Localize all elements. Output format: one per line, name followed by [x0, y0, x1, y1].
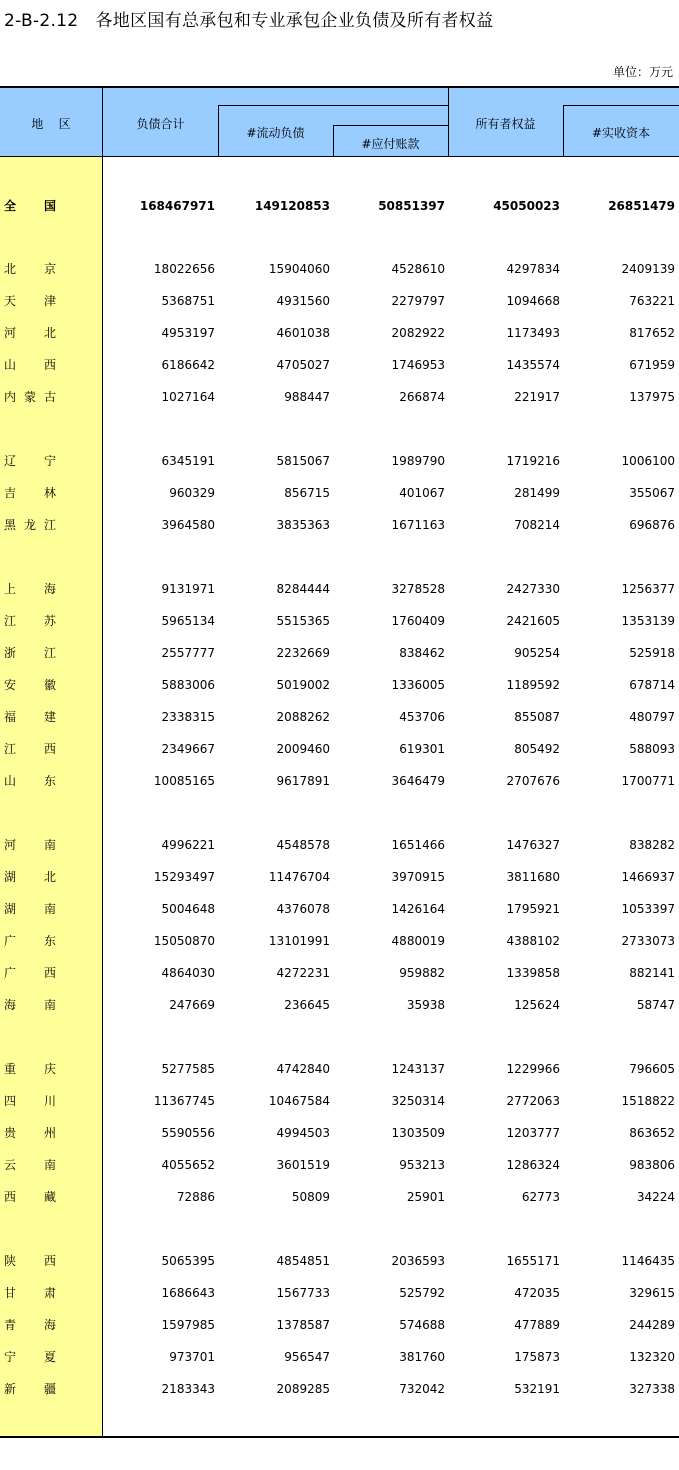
- value-cell: 3964580: [161, 518, 215, 532]
- value-cell: 525918: [629, 646, 675, 660]
- table-row: [0, 644, 679, 662]
- table-row: [0, 868, 679, 886]
- header-current-liabilities: #流动负债: [246, 126, 305, 140]
- value-cell: 855087: [514, 710, 560, 724]
- value-cell: 4953197: [161, 326, 215, 340]
- value-cell: 3970915: [391, 870, 445, 884]
- value-cell: 2232669: [276, 646, 330, 660]
- value-cell: 9617891: [276, 774, 330, 788]
- table-row: [0, 260, 679, 278]
- unit-label: 单位：万元: [612, 65, 673, 79]
- table-row: [0, 612, 679, 630]
- value-cell: 988447: [284, 390, 330, 404]
- value-cell: 973701: [169, 1350, 215, 1364]
- table-row-total: [0, 197, 679, 215]
- value-cell: 4388102: [506, 934, 560, 948]
- value-cell: 1466937: [621, 870, 675, 884]
- table-row: [0, 1124, 679, 1142]
- value-cell: 15050870: [153, 934, 215, 948]
- value-cell: 532191: [514, 1382, 560, 1396]
- value-cell: 838462: [399, 646, 445, 660]
- value-cell: 1286324: [506, 1158, 560, 1172]
- value-cell: 1426164: [391, 902, 445, 916]
- region-name: 内 蒙 古: [4, 390, 56, 404]
- region-name: 江 西: [4, 742, 56, 756]
- region-name: 西 藏: [4, 1190, 56, 1204]
- value-cell: 4994503: [276, 1126, 330, 1140]
- value-cell: 838282: [629, 838, 675, 852]
- value-cell: 236645: [284, 998, 330, 1012]
- value-cell: 221917: [514, 390, 560, 404]
- value-cell: 247669: [169, 998, 215, 1012]
- value-cell: 1053397: [621, 902, 675, 916]
- value-cell: 244289: [629, 1318, 675, 1332]
- table-row: [0, 356, 679, 374]
- region-name: 河 南: [4, 838, 56, 852]
- region-name: 安 徽: [4, 678, 56, 692]
- value-cell: 1353139: [621, 614, 675, 628]
- value-cell: 4996221: [161, 838, 215, 852]
- value-cell: 959882: [399, 966, 445, 980]
- value-cell: 805492: [514, 742, 560, 756]
- value-cell: 1760409: [391, 614, 445, 628]
- table-row: [0, 484, 679, 502]
- value-cell: 45050023: [493, 199, 560, 213]
- value-cell: 4528610: [391, 262, 445, 276]
- value-cell: 3646479: [391, 774, 445, 788]
- value-cell: 525792: [399, 1286, 445, 1300]
- header-region: 地 区: [31, 117, 71, 131]
- table-row: [0, 1156, 679, 1174]
- table-row: [0, 932, 679, 950]
- value-cell: 26851479: [608, 199, 675, 213]
- region-name: 浙 江: [4, 646, 56, 660]
- value-cell: 588093: [629, 742, 675, 756]
- value-cell: 4601038: [276, 326, 330, 340]
- value-cell: 10467584: [268, 1094, 330, 1108]
- value-cell: 696876: [629, 518, 675, 532]
- value-cell: 1700771: [621, 774, 675, 788]
- value-cell: 2409139: [621, 262, 675, 276]
- region-name: 吉 林: [4, 486, 56, 500]
- value-cell: 8284444: [276, 582, 330, 596]
- region-name: 四 川: [4, 1094, 56, 1108]
- value-cell: 882141: [629, 966, 675, 980]
- value-cell: 1655171: [506, 1254, 560, 1268]
- value-cell: 5590556: [161, 1126, 215, 1140]
- region-column-background: [0, 157, 102, 1436]
- value-cell: 50851397: [378, 199, 445, 213]
- value-cell: 2082922: [391, 326, 445, 340]
- value-cell: 1189592: [506, 678, 560, 692]
- header-total-liabilities: 负债合计: [136, 117, 185, 131]
- table-row: [0, 1284, 679, 1302]
- table-row: [0, 452, 679, 470]
- value-cell: 2279797: [391, 294, 445, 308]
- table-row: [0, 836, 679, 854]
- value-cell: 15904060: [268, 262, 330, 276]
- value-cell: 4931560: [276, 294, 330, 308]
- value-cell: 956547: [284, 1350, 330, 1364]
- value-cell: 619301: [399, 742, 445, 756]
- header-accounts-payable: #应付账款: [361, 137, 420, 151]
- region-name: 广 西: [4, 966, 56, 980]
- table-row: [0, 1060, 679, 1078]
- value-cell: 5965134: [161, 614, 215, 628]
- value-cell: 327338: [629, 1382, 675, 1396]
- value-cell: 1671163: [391, 518, 445, 532]
- value-cell: 1597985: [161, 1318, 215, 1332]
- value-cell: 4864030: [161, 966, 215, 980]
- value-cell: 480797: [629, 710, 675, 724]
- value-cell: 4880019: [391, 934, 445, 948]
- value-cell: 2349667: [161, 742, 215, 756]
- region-name: 湖 南: [4, 902, 56, 916]
- value-cell: 477889: [514, 1318, 560, 1332]
- value-cell: 2183343: [161, 1382, 215, 1396]
- value-cell: 2089285: [276, 1382, 330, 1396]
- value-cell: 1243137: [391, 1062, 445, 1076]
- region-name: 湖 北: [4, 870, 56, 884]
- value-cell: 1339858: [506, 966, 560, 980]
- value-cell: 281499: [514, 486, 560, 500]
- value-cell: 50809: [291, 1190, 330, 1204]
- table-row: [0, 1348, 679, 1366]
- value-cell: 5368751: [161, 294, 215, 308]
- value-cell: 1173493: [506, 326, 560, 340]
- value-cell: 1256377: [621, 582, 675, 596]
- value-cell: 2733073: [621, 934, 675, 948]
- value-cell: 149120853: [254, 199, 330, 213]
- value-cell: 1686643: [161, 1286, 215, 1300]
- value-cell: 11476704: [268, 870, 330, 884]
- value-cell: 5277585: [161, 1062, 215, 1076]
- table-row: [0, 324, 679, 342]
- value-cell: 5004648: [161, 902, 215, 916]
- value-cell: 1567733: [276, 1286, 330, 1300]
- region-name: 广 东: [4, 934, 56, 948]
- table-row: [0, 516, 679, 534]
- table-row: [0, 1380, 679, 1398]
- value-cell: 4376078: [276, 902, 330, 916]
- value-cell: 960329: [169, 486, 215, 500]
- value-cell: 856715: [284, 486, 330, 500]
- table-row: [0, 1188, 679, 1206]
- value-cell: 5019002: [276, 678, 330, 692]
- value-cell: 1203777: [506, 1126, 560, 1140]
- value-cell: 5065395: [161, 1254, 215, 1268]
- region-name: 山 西: [4, 358, 56, 372]
- value-cell: 2707676: [506, 774, 560, 788]
- value-cell: 381760: [399, 1350, 445, 1364]
- value-cell: 4297834: [506, 262, 560, 276]
- value-cell: 6186642: [161, 358, 215, 372]
- header-subrule-payable: [333, 125, 448, 126]
- value-cell: 72886: [176, 1190, 215, 1204]
- region-name: 山 东: [4, 774, 56, 788]
- region-name: 江 苏: [4, 614, 56, 628]
- table-row: [0, 900, 679, 918]
- value-cell: 355067: [629, 486, 675, 500]
- region-name: 陕 西: [4, 1254, 56, 1268]
- value-cell: 1989790: [391, 454, 445, 468]
- value-cell: 2088262: [276, 710, 330, 724]
- value-cell: 58747: [636, 998, 675, 1012]
- table-row: [0, 292, 679, 310]
- value-cell: 1476327: [506, 838, 560, 852]
- table-row: [0, 1092, 679, 1110]
- value-cell: 266874: [399, 390, 445, 404]
- header-subrule-capital: [563, 105, 679, 106]
- value-cell: 1746953: [391, 358, 445, 372]
- region-name: 甘 肃: [4, 1286, 56, 1300]
- value-cell: 1303509: [391, 1126, 445, 1140]
- value-cell: 35938: [406, 998, 445, 1012]
- value-cell: 671959: [629, 358, 675, 372]
- value-cell: 905254: [514, 646, 560, 660]
- value-cell: 1336005: [391, 678, 445, 692]
- value-cell: 4272231: [276, 966, 330, 980]
- value-cell: 732042: [399, 1382, 445, 1396]
- region-name: 宁 夏: [4, 1350, 56, 1364]
- value-cell: 1719216: [506, 454, 560, 468]
- value-cell: 983806: [629, 1158, 675, 1172]
- value-cell: 15293497: [153, 870, 215, 884]
- value-cell: 4548578: [276, 838, 330, 852]
- value-cell: 2338315: [161, 710, 215, 724]
- value-cell: 18022656: [153, 262, 215, 276]
- value-cell: 708214: [514, 518, 560, 532]
- header-owners-equity: 所有者权益: [475, 117, 536, 131]
- region-name: 上 海: [4, 582, 56, 596]
- value-cell: 1518822: [621, 1094, 675, 1108]
- value-cell: 3835363: [276, 518, 330, 532]
- region-name: 重 庆: [4, 1062, 56, 1076]
- value-cell: 5883006: [161, 678, 215, 692]
- table-row: [0, 388, 679, 406]
- table-row: [0, 964, 679, 982]
- value-cell: 13101991: [268, 934, 330, 948]
- value-cell: 796605: [629, 1062, 675, 1076]
- value-cell: 401067: [399, 486, 445, 500]
- region-name: 贵 州: [4, 1126, 56, 1140]
- value-cell: 11367745: [153, 1094, 215, 1108]
- table-row: [0, 580, 679, 598]
- value-cell: 2421605: [506, 614, 560, 628]
- value-cell: 1146435: [621, 1254, 675, 1268]
- table-row: [0, 708, 679, 726]
- value-cell: 1435574: [506, 358, 560, 372]
- table-title: 2-B-2.12 各地区国有总承包和专业承包企业负债及所有者权益: [4, 11, 494, 31]
- region-name: 青 海: [4, 1318, 56, 1332]
- value-cell: 1006100: [621, 454, 675, 468]
- region-name: 河 北: [4, 326, 56, 340]
- value-cell: 574688: [399, 1318, 445, 1332]
- value-cell: 2036593: [391, 1254, 445, 1268]
- table-row: [0, 772, 679, 790]
- value-cell: 2557777: [161, 646, 215, 660]
- value-cell: 1651466: [391, 838, 445, 852]
- value-cell: 6345191: [161, 454, 215, 468]
- bottom-rule: [0, 1436, 679, 1438]
- header-subrule-current: [218, 105, 448, 106]
- value-cell: 34224: [636, 1190, 675, 1204]
- region-name: 福 建: [4, 710, 56, 724]
- table-row: [0, 996, 679, 1014]
- value-cell: 763221: [629, 294, 675, 308]
- value-cell: 168467971: [139, 199, 215, 213]
- value-cell: 1795921: [506, 902, 560, 916]
- value-cell: 863652: [629, 1126, 675, 1140]
- table-row: [0, 1252, 679, 1270]
- value-cell: 817652: [629, 326, 675, 340]
- region-name: 辽 宁: [4, 454, 56, 468]
- table-row: [0, 676, 679, 694]
- region-name: 海 南: [4, 998, 56, 1012]
- value-cell: 1229966: [506, 1062, 560, 1076]
- value-cell: 2009460: [276, 742, 330, 756]
- region-name: 天 津: [4, 294, 56, 308]
- value-cell: 678714: [629, 678, 675, 692]
- value-cell: 4742840: [276, 1062, 330, 1076]
- region-name: 云 南: [4, 1158, 56, 1172]
- value-cell: 1094668: [506, 294, 560, 308]
- table-row: [0, 1316, 679, 1334]
- region-name: 全 国: [4, 199, 56, 213]
- value-cell: 4705027: [276, 358, 330, 372]
- value-cell: 472035: [514, 1286, 560, 1300]
- value-cell: 3278528: [391, 582, 445, 596]
- value-cell: 10085165: [153, 774, 215, 788]
- value-cell: 3811680: [506, 870, 560, 884]
- value-cell: 25901: [406, 1190, 445, 1204]
- value-cell: 329615: [629, 1286, 675, 1300]
- value-cell: 3601519: [276, 1158, 330, 1172]
- value-cell: 2772063: [506, 1094, 560, 1108]
- value-cell: 1027164: [161, 390, 215, 404]
- region-name: 北 京: [4, 262, 56, 276]
- value-cell: 5515365: [276, 614, 330, 628]
- value-cell: 125624: [514, 998, 560, 1012]
- value-cell: 175873: [514, 1350, 560, 1364]
- region-name: 新 疆: [4, 1382, 56, 1396]
- value-cell: 4854851: [276, 1254, 330, 1268]
- value-cell: 4055652: [161, 1158, 215, 1172]
- value-cell: 132320: [629, 1350, 675, 1364]
- header-paid-in-capital: #实收资本: [591, 126, 651, 140]
- value-cell: 3250314: [391, 1094, 445, 1108]
- value-cell: 453706: [399, 710, 445, 724]
- value-cell: 953213: [399, 1158, 445, 1172]
- value-cell: 62773: [521, 1190, 560, 1204]
- value-cell: 1378587: [276, 1318, 330, 1332]
- value-cell: 137975: [629, 390, 675, 404]
- region-name: 黑 龙 江: [4, 518, 56, 532]
- value-cell: 2427330: [506, 582, 560, 596]
- table-row: [0, 740, 679, 758]
- region-divider: [102, 87, 103, 1436]
- value-cell: 5815067: [276, 454, 330, 468]
- value-cell: 9131971: [161, 582, 215, 596]
